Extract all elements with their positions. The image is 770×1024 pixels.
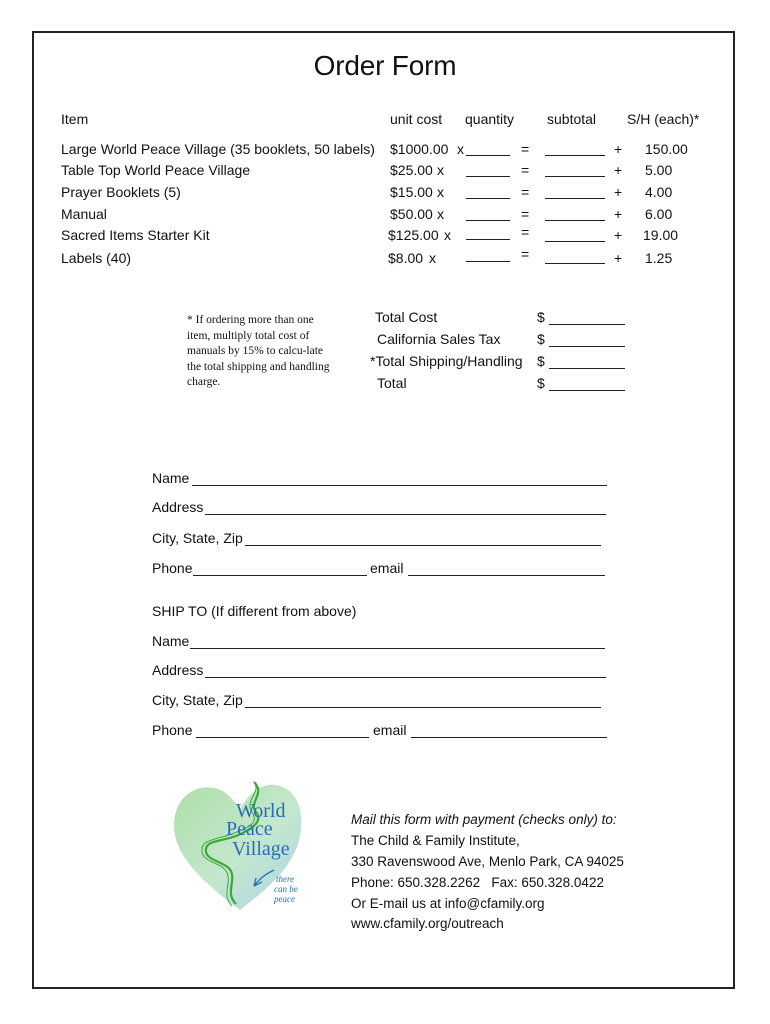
equals-sign: = — [521, 206, 530, 222]
mailing-street: 330 Ravenswood Ave, Menlo Park, CA 94025 — [351, 854, 624, 869]
email-label: email — [370, 560, 404, 576]
plus-sign: + — [614, 250, 623, 266]
mailing-phone-fax: Phone: 650.328.2262 Fax: 650.328.0422 — [351, 875, 604, 890]
subtotal-field[interactable] — [545, 220, 605, 221]
plus-sign: + — [614, 227, 623, 243]
plus-sign: + — [614, 206, 623, 222]
item-name: Manual — [61, 206, 107, 222]
item-cost: $1000.00 — [390, 141, 449, 157]
subtotal-field[interactable] — [545, 263, 605, 264]
ship-city-field[interactable] — [245, 707, 601, 708]
ship-address-field[interactable] — [205, 677, 606, 678]
plus-sign: + — [614, 141, 623, 157]
quantity-field[interactable] — [466, 220, 510, 221]
dollar-sign: $ — [537, 309, 545, 325]
header-subtotal: subtotal — [547, 111, 597, 127]
world-peace-village-logo — [170, 778, 310, 913]
dollar-sign: $ — [537, 375, 545, 391]
times-sign: x — [437, 206, 444, 222]
item-cost: $125.00 — [388, 227, 439, 243]
equals-sign: = — [521, 246, 530, 262]
city-label: City, State, Zip — [152, 530, 243, 546]
item-shipping: 5.00 — [645, 162, 673, 178]
address-label: Address — [152, 499, 204, 515]
dollar-sign: $ — [537, 331, 545, 347]
quantity-field[interactable] — [466, 261, 510, 262]
name-label: Name — [152, 470, 190, 486]
logo-tagline-can-be: can be — [274, 884, 298, 894]
times-sign: x — [437, 162, 444, 178]
item-cost: $50.00 — [390, 206, 433, 222]
ship-email-label: email — [373, 722, 407, 738]
phone-field[interactable] — [193, 575, 367, 576]
quantity-field[interactable] — [466, 239, 510, 240]
item-shipping: 19.00 — [643, 227, 679, 243]
logo-tagline-peace: peace — [274, 894, 295, 904]
subtotal-field[interactable] — [545, 155, 605, 156]
ship-phone-field[interactable] — [196, 737, 369, 738]
ship-email-field[interactable] — [411, 737, 607, 738]
sales-tax-field[interactable] — [549, 346, 625, 347]
item-name: Table Top World Peace Village — [61, 162, 251, 178]
ship-address-label: Address — [152, 662, 204, 678]
item-cost: $15.00 — [390, 184, 433, 200]
equals-sign: = — [521, 184, 530, 200]
mailing-org: The Child & Family Institute, — [351, 833, 520, 848]
item-shipping: 4.00 — [645, 184, 673, 200]
quantity-field[interactable] — [466, 198, 510, 199]
subtotal-field[interactable] — [545, 176, 605, 177]
shipping-field[interactable] — [549, 368, 625, 369]
equals-sign: = — [521, 224, 530, 240]
ship-to-heading: SHIP TO (If different from above) — [152, 603, 357, 619]
logo-world: World — [236, 800, 286, 822]
total-cost-label: Total Cost — [375, 309, 438, 325]
item-cost: $8.00 — [388, 250, 424, 266]
plus-sign: + — [614, 184, 623, 200]
total-field[interactable] — [549, 390, 625, 391]
header-unit-cost: unit cost — [390, 111, 443, 127]
item-name: Prayer Booklets (5) — [61, 184, 181, 200]
item-name: Large World Peace Village (35 booklets, 50 labels) — [61, 141, 375, 157]
subtotal-field[interactable] — [545, 198, 605, 199]
logo-tagline-there: there — [276, 874, 295, 884]
item-name: Sacred Items Starter Kit — [61, 227, 210, 243]
times-sign: x — [437, 184, 444, 200]
subtotal-field[interactable] — [545, 241, 605, 242]
mailing-heading: Mail this form with payment (checks only) to: — [351, 812, 617, 827]
mailing-email: Or E-mail us at info@cfamily.org — [351, 896, 545, 911]
name-field[interactable] — [192, 485, 607, 486]
dollar-sign: $ — [537, 353, 545, 369]
city-field[interactable] — [245, 545, 601, 546]
shipping-label: *Total Shipping/Handling — [370, 353, 523, 369]
email-field[interactable] — [408, 575, 605, 576]
times-sign: x — [429, 250, 436, 266]
quantity-field[interactable] — [466, 155, 510, 156]
header-sh: S/H (each)* — [627, 111, 700, 127]
page-title: Order Form — [313, 50, 457, 81]
ship-phone-label: Phone — [152, 722, 193, 738]
times-sign: x — [457, 141, 464, 157]
item-name: Labels (40) — [61, 250, 132, 266]
mailing-website: www.cfamily.org/outreach — [351, 916, 504, 931]
header-item: Item — [61, 111, 89, 127]
plus-sign: + — [614, 162, 623, 178]
ship-name-field[interactable] — [190, 648, 605, 649]
logo-peace: Peace — [226, 818, 273, 840]
logo-village: Village — [232, 838, 290, 860]
shipping-note: * If ordering more than one item, multiply total cost of manuals by 15% to calcu-late the total shipping and handling charge. — [187, 314, 330, 388]
equals-sign: = — [521, 141, 530, 157]
item-cost: $25.00 — [390, 162, 433, 178]
item-shipping: 150.00 — [645, 141, 688, 157]
ship-name-label: Name — [152, 633, 190, 649]
quantity-field[interactable] — [466, 176, 510, 177]
item-shipping: 6.00 — [645, 206, 673, 222]
equals-sign: = — [521, 162, 530, 178]
sales-tax-label: California Sales Tax — [377, 331, 501, 347]
phone-label: Phone — [152, 560, 193, 576]
ship-city-label: City, State, Zip — [152, 692, 243, 708]
address-field[interactable] — [205, 514, 606, 515]
header-quantity: quantity — [465, 111, 515, 127]
total-cost-field[interactable] — [549, 324, 625, 325]
total-label: Total — [377, 375, 407, 391]
item-shipping: 1.25 — [645, 250, 673, 266]
times-sign: x — [444, 227, 451, 243]
